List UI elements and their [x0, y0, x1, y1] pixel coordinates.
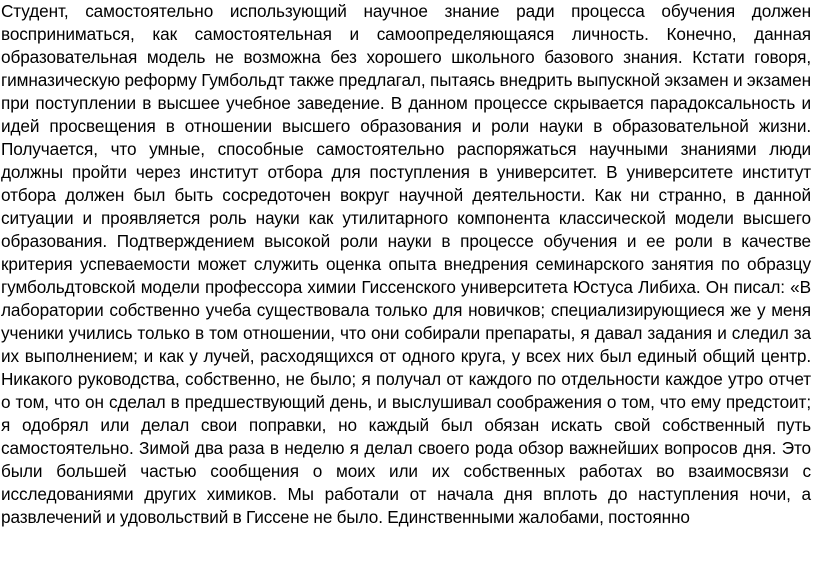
- body-paragraph: Студент, самостоятельно использующий научное знание ради процесса обучения должен восприниматься, как самостоятельная и самоопределяющаяся личность. Конечно, данная образовательная модель не возможна без хорошего школьного базового знания. Кстати говоря, гимназическую реформу Гумбольдт также предлагал, пытаясь внедрить выпускной экзамен и экзамен при поступлении в высшее учебное заведение. В данном процессе скрывается парадоксальность и идей просвещения в отношении высшего образования и роли науки в образовательной жизни. Получается, что умные, способные самостоятельно распоряжаться научными знаниями люди должны пройти через институт отбора для поступления в университет. В университете институт отбора должен был быть сосредоточен вокруг научной деятельности. Как ни странно, в данной ситуации и проявляется роль науки как утилитарного компонента классической модели высшего образования. Подтверждением высокой роли науки в процессе обучения и ее роли в качестве критерия успеваемости может служить оценка опыта внедрения семинарского занятия по образцу гумбольдтовской модели профессора химии Гиссенского университета Юстуса Либиха. Он писал: «В лаборатории собственно учеба существовала только для новичков; специализирующиеся же у меня ученики учились только в том отношении, что они собирали препараты, я давал задания и следил за их выполнением; и как у лучей, расходящихся от одного круга, у всех них был единый общий центр. Никакого руководства, собственно, не было; я получал от каждого по отдельности каждое утро отчет о том, что он сделал в предшествующий день, и выслушивал соображения о том, что ему предстоит; я одобрял или делал свои поправки, но каждый был обязан искать свой собственный путь самостоятельно. Зимой два раза в неделю я делал своего рода обзор важнейших вопросов дня. Это были большей частью сообщения о моих или их собственных работах во взаимосвязи с исследованиями других химиков. Мы работали от начала дня вплоть до наступления ночи, а развлечений и удовольствий в Гиссене не было. Единственными жалобами, постоянно: [1, 1, 811, 527]
